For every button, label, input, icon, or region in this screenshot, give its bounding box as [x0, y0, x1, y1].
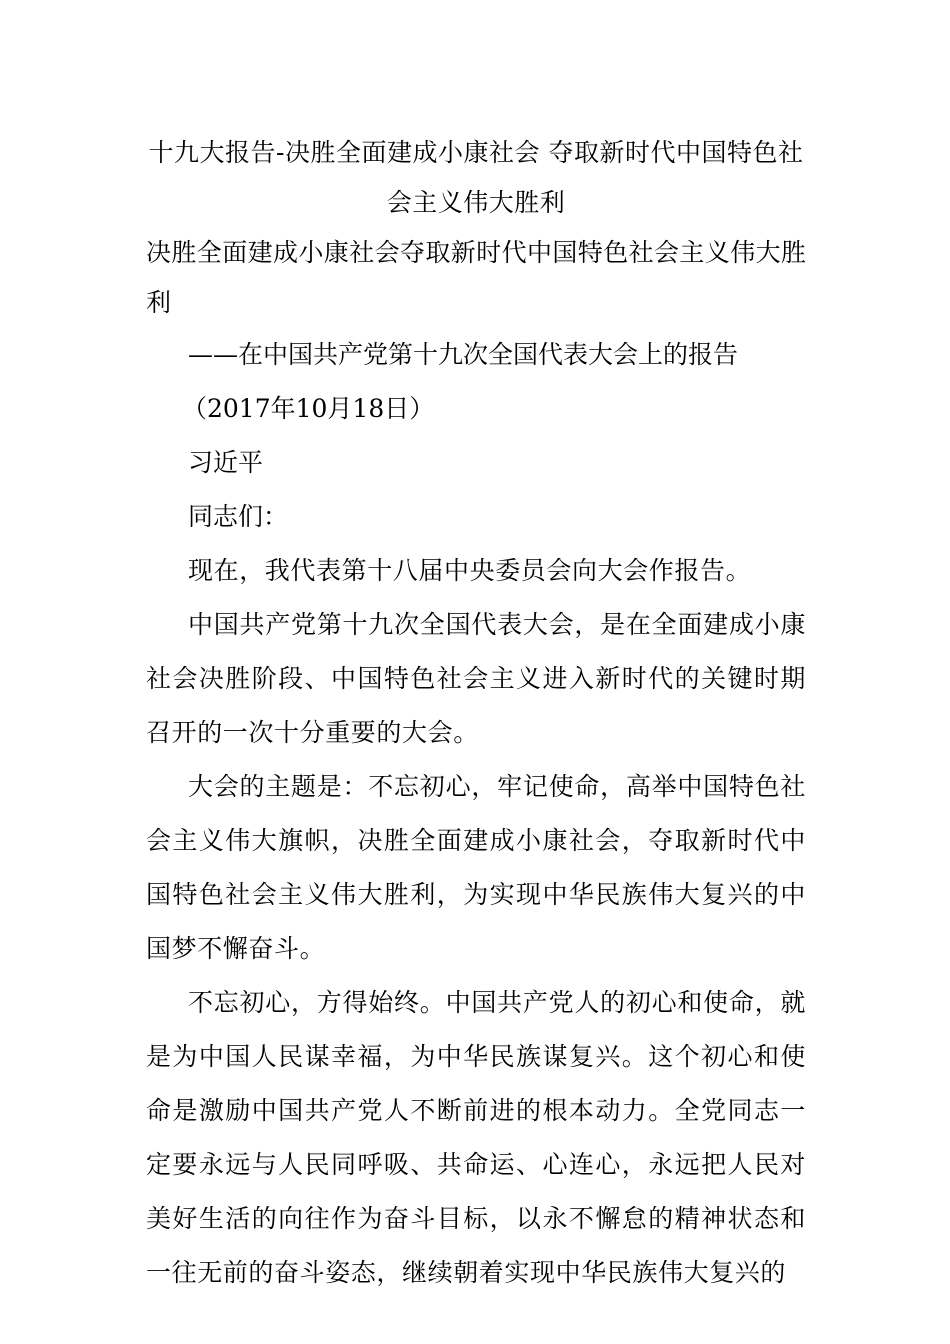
- paragraph: 大会的主题是：不忘初心，牢记使命，高举中国特色社会主义伟大旗帜，决胜全面建成小康社会，夺取新时代中国特色社会主义伟大胜利，为实现中华民族伟大复兴的中国梦不懈奋斗。: [146, 772, 806, 963]
- document-byline: ——在中国共产党第十九次全国代表大会上的报告: [188, 340, 739, 369]
- document-title: 十九大报告-决胜全面建成小康社会 夺取新时代中国特色社会主义伟大胜利: [148, 138, 804, 217]
- document-date: （2017年10月18日）: [182, 394, 435, 423]
- paragraph: 不忘初心，方得始终。中国共产党人的初心和使命，就是为中国人民谋幸福，为中华民族谋复兴。这个初心和使命是激励中国共产党人不断前进的根本动力。全党同志一定要永远与人民同呼吸、共命运、心连心，永远把人民对美好生活的向往作为奋斗目标，以永不懈怠的精神状态和一往无前的奋斗姿态，继续朝着实现中华民族伟大复兴的: [146, 988, 806, 1287]
- document-page: [146, 128, 806, 1300]
- paragraph: 现在，我代表第十八届中央委员会向大会作报告。: [188, 556, 752, 585]
- document-author: 习近平: [188, 448, 264, 477]
- document-subtitle: 决胜全面建成小康社会夺取新时代中国特色社会主义伟大胜利: [146, 238, 806, 317]
- document-salutation: 同志们：: [188, 502, 289, 531]
- paragraph: 中国共产党第十九次全国代表大会，是在全面建成小康社会决胜阶段、中国特色社会主义进入新时代的关键时期召开的一次十分重要的大会。: [146, 610, 806, 747]
